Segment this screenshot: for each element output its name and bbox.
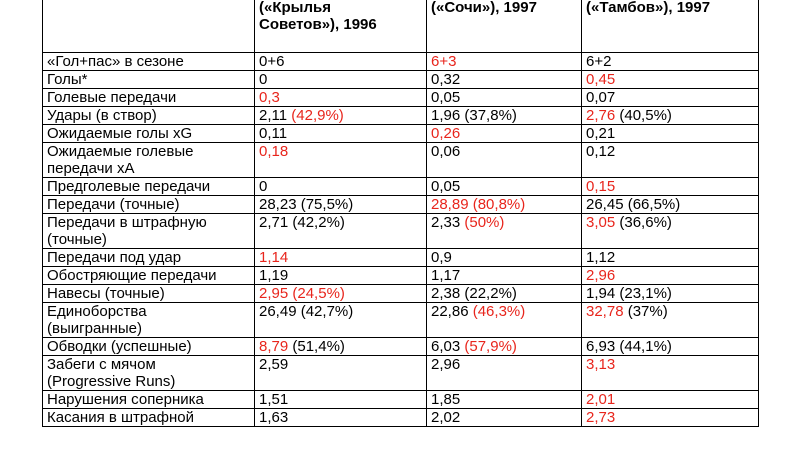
stat-value-melkadze — [582, 249, 759, 267]
stat-label: Голевые передачи — [43, 89, 255, 107]
stat-percent-value: (57,9%) — [464, 338, 517, 355]
stat-percent-value: (23,1%) — [619, 285, 672, 302]
table-row — [43, 249, 759, 267]
stat-value-melkadze — [582, 338, 759, 356]
stat-label: «Гол+пас» в сезоне — [43, 53, 255, 71]
stat-main-value: 2,95 — [259, 285, 289, 302]
stat-main-value: 0,32 — [431, 71, 461, 88]
stat-main-value: 2,71 — [259, 214, 289, 231]
stat-main-value: 1,85 — [431, 391, 461, 408]
stat-value-zinkovsky — [255, 285, 427, 303]
stat-value-mostovoy — [427, 409, 582, 427]
stat-percent-value: (24,5%) — [292, 285, 345, 302]
stat-percent-value: (37%) — [627, 303, 668, 320]
stat-value-mostovoy — [427, 267, 582, 285]
stat-main-value: 0,26 — [431, 125, 461, 142]
stat-main-value: 1,17 — [431, 267, 461, 284]
table-row — [43, 143, 759, 178]
stat-main-value: 0,45 — [586, 71, 616, 88]
stat-value-mostovoy — [427, 71, 582, 89]
stat-value-zinkovsky — [255, 267, 427, 285]
stat-value-zinkovsky — [255, 71, 427, 89]
stat-percent-value: (66,5%) — [627, 196, 681, 213]
stat-value-melkadze — [582, 143, 759, 178]
stat-main-value: 1,51 — [259, 391, 289, 408]
table-row — [43, 285, 759, 303]
stat-main-value: 26,45 — [586, 196, 624, 213]
stat-main-value: 2,38 — [431, 285, 461, 302]
stat-main-value: 2,76 — [586, 107, 616, 124]
stat-main-value: 1,63 — [259, 409, 289, 426]
stat-main-value: 0 — [259, 178, 268, 195]
stat-value-melkadze — [582, 196, 759, 214]
stat-value-melkadze — [582, 53, 759, 71]
stat-main-value: 2,96 — [431, 356, 461, 373]
stat-main-value: 0,11 — [259, 125, 288, 142]
stat-value-zinkovsky — [255, 249, 427, 267]
stat-value-zinkovsky — [255, 303, 427, 338]
stat-value-melkadze — [582, 285, 759, 303]
stat-value-zinkovsky — [255, 338, 427, 356]
stat-label: Передачи под удар — [43, 249, 255, 267]
stat-main-value: 3,05 — [586, 214, 616, 231]
stat-main-value: 0,15 — [586, 178, 616, 195]
stat-main-value: 0,18 — [259, 143, 289, 160]
stat-label: Единоборства (выигранные) — [43, 303, 255, 338]
stat-main-value: 6+3 — [431, 53, 457, 70]
stat-value-zinkovsky — [255, 107, 427, 125]
stat-value-mostovoy — [427, 125, 582, 143]
stat-value-mostovoy — [427, 303, 582, 338]
stat-label: Удары (в створ) — [43, 107, 255, 125]
stat-value-zinkovsky — [255, 409, 427, 427]
stat-main-value: 2,59 — [259, 356, 289, 373]
stat-value-mostovoy — [427, 214, 582, 249]
table-row — [43, 71, 759, 89]
stat-value-mostovoy — [427, 356, 582, 391]
stat-main-value: 2,11 — [259, 107, 288, 124]
stat-percent-value: (44,1%) — [619, 338, 672, 355]
stat-main-value: 32,78 — [586, 303, 624, 320]
stat-value-mostovoy — [427, 249, 582, 267]
stat-value-melkadze — [582, 71, 759, 89]
stat-main-value: 2,01 — [586, 391, 616, 408]
stat-main-value: 0,07 — [586, 89, 616, 106]
stat-main-value: 1,14 — [259, 249, 289, 266]
stat-main-value: 2,33 — [431, 214, 461, 231]
stat-value-melkadze — [582, 356, 759, 391]
stat-main-value: 0,3 — [259, 89, 280, 106]
stat-value-mostovoy — [427, 143, 582, 178]
stat-value-mostovoy — [427, 53, 582, 71]
stat-main-value: 6,03 — [431, 338, 461, 355]
stat-value-melkadze — [582, 89, 759, 107]
stat-main-value: 0,05 — [431, 89, 461, 106]
stat-main-value: 0,06 — [431, 143, 461, 160]
stat-value-mostovoy — [427, 285, 582, 303]
stats-table — [42, 0, 759, 427]
stat-label: Забеги с мячом (Progressive Runs) — [43, 356, 255, 391]
stat-value-mostovoy — [427, 178, 582, 196]
stat-label: Нарушения соперника — [43, 391, 255, 409]
table-row — [43, 267, 759, 285]
stat-main-value: 22,86 — [431, 303, 469, 320]
stat-value-melkadze — [582, 391, 759, 409]
stat-value-mostovoy — [427, 196, 582, 214]
header-player-melkadze: («Тамбов»), 1997 — [582, 0, 759, 53]
stat-main-value: 26,49 — [259, 303, 297, 320]
header-player-mostovoy: («Сочи»), 1997 — [427, 0, 582, 53]
stat-main-value: 3,13 — [586, 356, 616, 373]
stat-percent-value: (75,5%) — [300, 196, 354, 213]
stat-main-value: 0,9 — [431, 249, 452, 266]
stat-label: Обостряющие передачи — [43, 267, 255, 285]
stat-main-value: 2,96 — [586, 267, 616, 284]
stat-label: Голы* — [43, 71, 255, 89]
stat-percent-value: (51,4%) — [292, 338, 345, 355]
stat-percent-value: (36,6%) — [619, 214, 672, 231]
stat-percent-value: (80,8%) — [472, 196, 526, 213]
stat-main-value: 1,94 — [586, 285, 616, 302]
table-row — [43, 53, 759, 71]
stat-main-value: 1,12 — [586, 249, 616, 266]
header-player-zinkovsky: («Крылья Советов»), 1996 — [255, 0, 427, 53]
stat-main-value: 1,96 — [431, 107, 461, 124]
stat-main-value: 0 — [259, 71, 268, 88]
table-row — [43, 196, 759, 214]
stat-label: Ожидаемые голы xG — [43, 125, 255, 143]
stat-percent-value: (42,7%) — [300, 303, 354, 320]
table-row — [43, 214, 759, 249]
table-row — [43, 178, 759, 196]
stat-value-mostovoy — [427, 107, 582, 125]
table-row — [43, 391, 759, 409]
stat-value-melkadze — [582, 409, 759, 427]
stat-value-mostovoy — [427, 338, 582, 356]
stat-main-value: 0,21 — [586, 125, 616, 142]
stat-main-value: 2,02 — [431, 409, 461, 426]
stat-main-value: 2,73 — [586, 409, 616, 426]
table-row — [43, 338, 759, 356]
stat-label: Касания в штрафной — [43, 409, 255, 427]
stat-main-value: 6,93 — [586, 338, 616, 355]
stat-value-melkadze — [582, 303, 759, 338]
stat-label: Навесы (точные) — [43, 285, 255, 303]
stat-value-zinkovsky — [255, 391, 427, 409]
stat-percent-value: (42,9%) — [291, 107, 344, 124]
stat-value-zinkovsky — [255, 196, 427, 214]
stat-main-value: 0,05 — [431, 178, 461, 195]
stat-percent-value: (50%) — [464, 214, 505, 231]
header-corner — [43, 0, 255, 53]
table-row — [43, 303, 759, 338]
stat-percent-value: (42,2%) — [292, 214, 345, 231]
table-row — [43, 125, 759, 143]
table-row — [43, 107, 759, 125]
stat-value-zinkovsky — [255, 178, 427, 196]
stat-value-mostovoy — [427, 89, 582, 107]
stat-main-value: 28,89 — [431, 196, 469, 213]
stat-percent-value: (22,2%) — [464, 285, 517, 302]
stat-value-melkadze — [582, 125, 759, 143]
stats-comparison-document — [42, 0, 759, 427]
stat-label: Ожидаемые голевые передачи xA — [43, 143, 255, 178]
table-row — [43, 409, 759, 427]
stat-label: Обводки (успешные) — [43, 338, 255, 356]
stat-value-melkadze — [582, 267, 759, 285]
stat-value-zinkovsky — [255, 125, 427, 143]
stat-label: Предголевые передачи — [43, 178, 255, 196]
stat-value-zinkovsky — [255, 356, 427, 391]
stat-percent-value: (40,5%) — [619, 107, 672, 124]
stat-main-value: 1,19 — [259, 267, 289, 284]
stat-value-melkadze — [582, 107, 759, 125]
stat-main-value: 0,12 — [586, 143, 616, 160]
stat-percent-value: (46,3%) — [472, 303, 526, 320]
stat-value-melkadze — [582, 178, 759, 196]
table-row — [43, 356, 759, 391]
stat-main-value: 6+2 — [586, 53, 612, 70]
header-row — [43, 0, 759, 53]
stat-main-value: 0+6 — [259, 53, 285, 70]
stat-value-zinkovsky — [255, 214, 427, 249]
stat-label: Передачи в штрафную (точные) — [43, 214, 255, 249]
stat-main-value: 8,79 — [259, 338, 289, 355]
stat-percent-value: (37,8%) — [464, 107, 517, 124]
stat-value-melkadze — [582, 214, 759, 249]
table-row — [43, 89, 759, 107]
stat-label: Передачи (точные) — [43, 196, 255, 214]
stat-value-zinkovsky — [255, 143, 427, 178]
stat-value-zinkovsky — [255, 53, 427, 71]
stat-value-zinkovsky — [255, 89, 427, 107]
stat-main-value: 28,23 — [259, 196, 297, 213]
stat-value-mostovoy — [427, 391, 582, 409]
